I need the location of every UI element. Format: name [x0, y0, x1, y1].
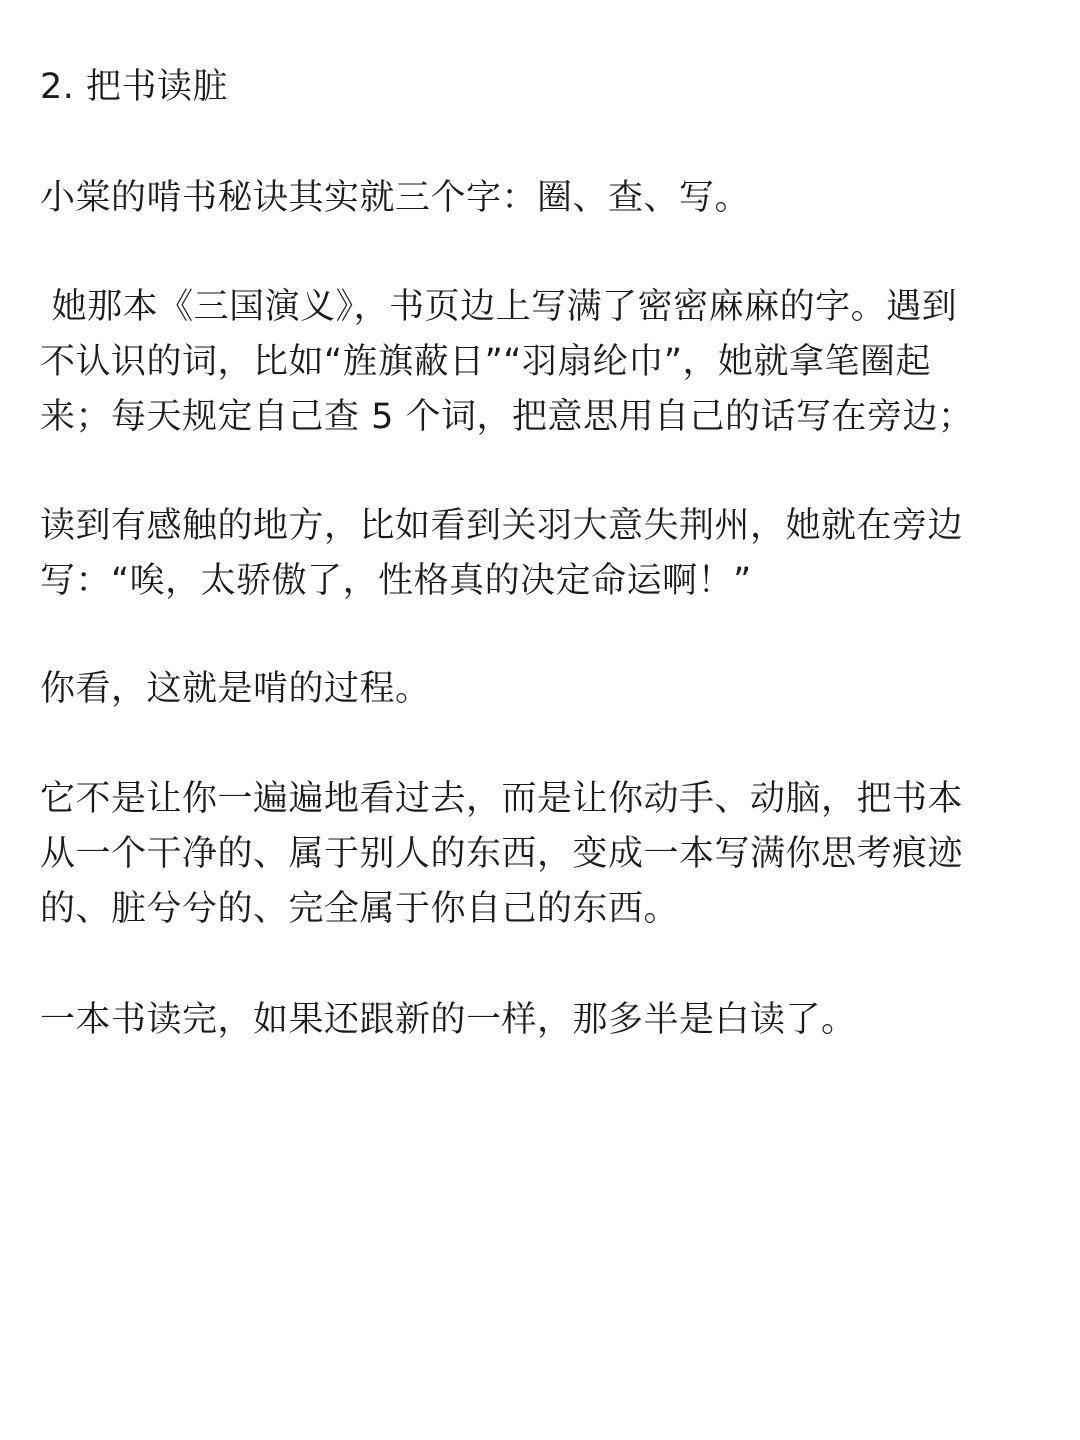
paragraph-process: 你看，这就是啃的过程。 — [40, 669, 431, 709]
paragraph-reflection: 读到有感触的地方，比如看到关羽大意失荆州，她就在旁边 写：“唉，太骄傲了，性格真的决定命运啊！” — [40, 506, 964, 601]
paragraph-book-notes: 她那本《三国演义》，书页边上写满了密密麻麻的字。遇到 不认识的词，比如“旌旗蔽日”“羽扇纶巾”，她就拿笔圈起 来；每天规定自己查 5 个词，把意思用自己的话写在旁边； — [40, 287, 974, 437]
paragraph-explanation: 它不是让你一遍遍地看过去，而是让你动手、动脑，把书本 从一个干净的、属于别人的东西，变成一本写满你思考痕迹 的、脏兮兮的、完全属于你自己的东西。 — [40, 779, 964, 929]
paragraph-conclusion: 一本书读完，如果还跟新的一样，那多半是白读了。 — [40, 1000, 857, 1040]
section-heading: 2. 把书读脏 — [40, 67, 229, 107]
paragraph-secret: 小棠的啃书秘诀其实就三个字：圈、查、写。 — [40, 178, 751, 218]
